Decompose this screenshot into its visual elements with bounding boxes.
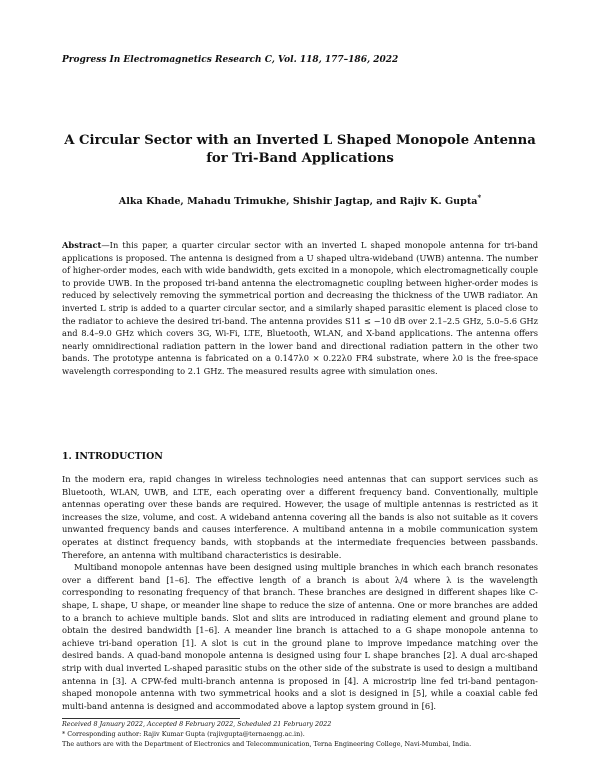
title-line-1: A Circular Sector with an Inverted L Shaped Monopole Antenna [64, 133, 536, 148]
author-names: Alka Khade, Mahadu Trimukhe, Shishir Jagtap, and Rajiv K. Gupta [118, 196, 478, 208]
footnote-divider [62, 718, 240, 719]
intro-paragraph-2: Multiband monopole antennas have been designed using multiple branches in which each branch resonates over a different band [1–6]. The effective length of a branch is about λ/4 where λ is the wavelength corresponding to resonating frequency of that branch. These branches are designed in different shapes like C-shape, L shape, U shape, or meander line shape to reduce the size of antenna. One or more branches are added to a branch to achieve multiple bands. Slot and slits are introduced in radiating element and ground plane to obtain the desired bandwidth [1–6]. A meander line branch is attached to a G shape monopole antenna to achieve tri-band operation [1]. A slot is cut in the ground plane to improve impedance matching over the desired bands. A quad-band monopole antenna is designed using four L shape branches [2]. A dual arc-shaped strip with dual inverted L-shaped parasitic stubs on the other side of the substrate is used to design a multiband antenna in [3]. A CPW-fed multi-branch antenna is proposed in [4]. A microstrip line fed tri-band pentagon-shaped monopole antenna with two symmetrical hooks and a slot is designed in [5], while a coaxial cable fed multi-band antenna is designed and accommodated above a laptop system ground in [6]. [62, 562, 538, 711]
corresponding-mark: * [477, 193, 482, 202]
abstract-text: —In this paper, a quarter circular sector with an inverted L shaped monopole antenna for tri-band applications is proposed. The antenna is designed from a U shaped ultra-wideband (UWB) antenna. The number of higher-order modes, each with wide bandwidth, gets excited in a monopole, which electromagnetically couple to provide UWB. In the proposed tri-band antenna the electromagnetic coupling between higher-order modes is reduced by selectively removing the symmetrical portion and decreasing the thickness of the UWB radiator. An inverted L strip is added to a quarter circular sector, and a similarly shaped parasitic element is placed close to the radiator to achieve the desired tri-band. The antenna provides S11 ≤ −10 dB over 2.1–2.5 GHz, 5.0–5.6 GHz and 8.4–9.0 GHz which covers 3G, Wi-Fi, LTE, Bluetooth, WLAN, and X-band applications. The antenna offers nearly omnidirectional radiation pattern in the lower band and directional radiation pattern in the other two bands. The prototype antenna is fabricated on a 0.147λ0 × 0.22λ0 FR4 substrate, where λ0 is the free-space wavelength corresponding to 2.1 GHz. The measured results agree with simulation ones. [62, 240, 538, 376]
abstract-label: Abstract [62, 240, 102, 250]
introduction-body [62, 473, 538, 712]
intro-paragraph-1: In the modern era, rapid changes in wireless technologies need antennas that can support services such as Bluetooth, WLAN, UWB, and LTE, each operating over a different frequency band. Conventionally, multiple antennas operating over these bands are required. However, the usage of multiple antennas is restricted as it increases the size, volume, and cost. A wideband antenna covering all the bands is also not suitable as it covers unwanted frequency bands and causes interference. A multiband antenna in a mobile communication system operates at distinct frequency bands, with stopbands at the intermediate frequencies between passbands. Therefore, an antenna with multiband characteristics is desirable. [62, 474, 538, 560]
abstract [62, 239, 538, 378]
author-list [40, 193, 560, 207]
author-affiliation: The authors are with the Department of Electronics and Telecommunication, Terna Engineering College, Navi-Mumbai, India. [62, 740, 472, 748]
journal-header: Progress In Electromagnetics Research C, Vol. 118, 177–186, 2022 [62, 55, 399, 65]
title-line-2: for Tri-Band Applications [206, 151, 394, 166]
section-heading: 1. INTRODUCTION [62, 451, 163, 462]
paper-title [40, 132, 560, 168]
received-dates: Received 8 January 2022, Accepted 8 February 2022, Scheduled 21 February 2022 [62, 720, 332, 728]
corresponding-author: * Corresponding author: Rajiv Kumar Gupta (rajivgupta@ternaengg.ac.in). [62, 730, 305, 738]
